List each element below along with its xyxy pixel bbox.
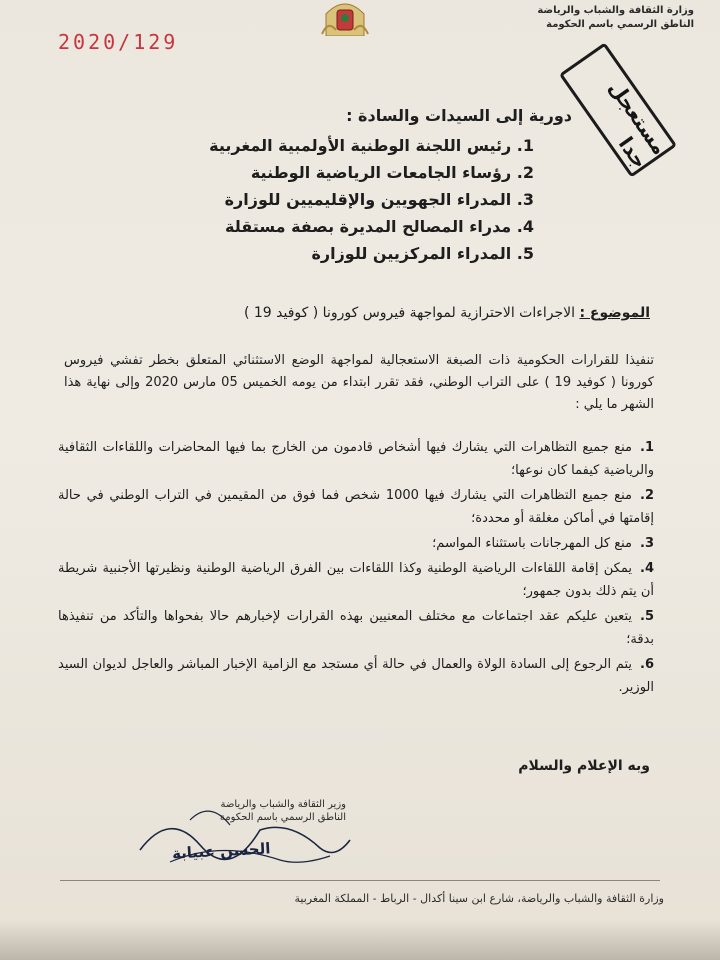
recipient-item: 1. رئيس اللجنة الوطنية الأولمبية المغربية bbox=[209, 136, 534, 155]
signatory-name: الحسن عبيابة bbox=[171, 839, 271, 863]
recipient-item: 5. المدراء المركزيين للوزارة bbox=[311, 244, 534, 263]
footer-address: وزارة الثقافة والشباب والرياضة، شارع ابن سينا أكدال - الرباط - المملكة المغربية bbox=[294, 892, 664, 905]
intro-paragraph: تنفيذا للقرارات الحكومية ذات الصبغة الاستعجالية لمواجهة الوضع الاستثنائي المتعلق بخطر تفشي فيروس كورونا ( كوفيد 19 ) على التراب الوطني، فقد تقرر ابتداء من يومه الخميس 05 مارس 2020 وإلى نهاية هذا الشهر ما يلي : bbox=[64, 353, 654, 412]
subject-label: الموضوع : bbox=[579, 305, 650, 321]
measure-text: منع جميع التظاهرات التي يشارك فيها أشخاص قادمون من الخارج بما فيها المحاضرات واللقاءات الثقافية والرياضية كيفما كان نوعها؛ bbox=[58, 440, 654, 478]
signatory-title: وزير الثقافة والشباب والرياضة bbox=[220, 799, 346, 810]
measure-text: منع جميع التظاهرات التي يشارك فيها 1000 شخص فما فوق من المقيمين في التراب الوطني في حالة إقامتها في أماكن مغلقة أو محددة؛ bbox=[58, 488, 654, 526]
measure-text: يتعين عليكم عقد اجتماعات مع مختلف المعنيين بهذه القرارات لإخبارهم حالا بفحواها والتأكد من تنفيذها بدقة؛ bbox=[58, 609, 654, 647]
spokesperson-title: الناطق الرسمي باسم الحكومة bbox=[546, 19, 694, 30]
measure-number: 1. bbox=[640, 440, 654, 455]
measure-text: منع كل المهرجانات باستثناء المواسم؛ bbox=[432, 536, 632, 551]
recipient-item: 4. مدراء المصالح المديرة بصفة مستقلة bbox=[225, 217, 534, 236]
recipients-list bbox=[114, 132, 534, 267]
ministry-name: وزارة الثقافة والشباب والرياضة bbox=[537, 5, 694, 16]
closing-line: وبه الإعلام والسلام bbox=[518, 758, 650, 774]
subject-line bbox=[150, 302, 650, 324]
measure-number: 4. bbox=[640, 561, 654, 576]
measures-list bbox=[58, 436, 654, 701]
measure-number: 2. bbox=[640, 488, 654, 503]
measure-number: 5. bbox=[640, 609, 654, 624]
measure-text: يمكن إقامة اللقاءات الرياضية الوطنية وكذا اللقاءات بين الفرق الرياضية الوطنية ونظيرتها الأجنبية شريطة أن يتم ذلك بدون جمهور؛ bbox=[58, 561, 654, 599]
page-shadow bbox=[0, 920, 720, 960]
measure-item bbox=[58, 532, 654, 555]
footer-divider bbox=[60, 880, 660, 881]
recipient-item: 2. رؤساء الجامعات الرياضية الوطنية bbox=[250, 163, 534, 182]
measure-number: 3. bbox=[640, 536, 654, 551]
measure-number: 6. bbox=[640, 657, 654, 672]
signatory-subtitle: الناطق الرسمي باسم الحكومة bbox=[219, 812, 346, 823]
subject-text: الاجراءات الاحترازية لمواجهة فيروس كورونا ( كوفيد 19 ) bbox=[243, 305, 575, 321]
measure-item bbox=[58, 484, 654, 530]
recipients-title: دورية إلى السيدات والسادة : bbox=[346, 106, 572, 125]
measure-text: يتم الرجوع إلى السادة الولاة والعمال في حالة أي مستجد مع الزامية الإخبار المباشر والعاجل لديوان السيد الوزير. bbox=[58, 657, 654, 695]
ministry-header bbox=[524, 4, 694, 32]
royal-emblem-icon bbox=[318, 0, 372, 36]
measure-item bbox=[58, 605, 654, 651]
urgent-stamp: مستعجل جدا bbox=[559, 42, 677, 177]
measure-item bbox=[58, 653, 654, 699]
reference-number: 2020/129 bbox=[58, 30, 179, 54]
measure-item bbox=[58, 436, 654, 482]
recipient-item: 3. المدراء الجهويين والإقليميين للوزارة bbox=[224, 190, 534, 209]
measure-item bbox=[58, 557, 654, 603]
signature-block bbox=[166, 798, 346, 824]
